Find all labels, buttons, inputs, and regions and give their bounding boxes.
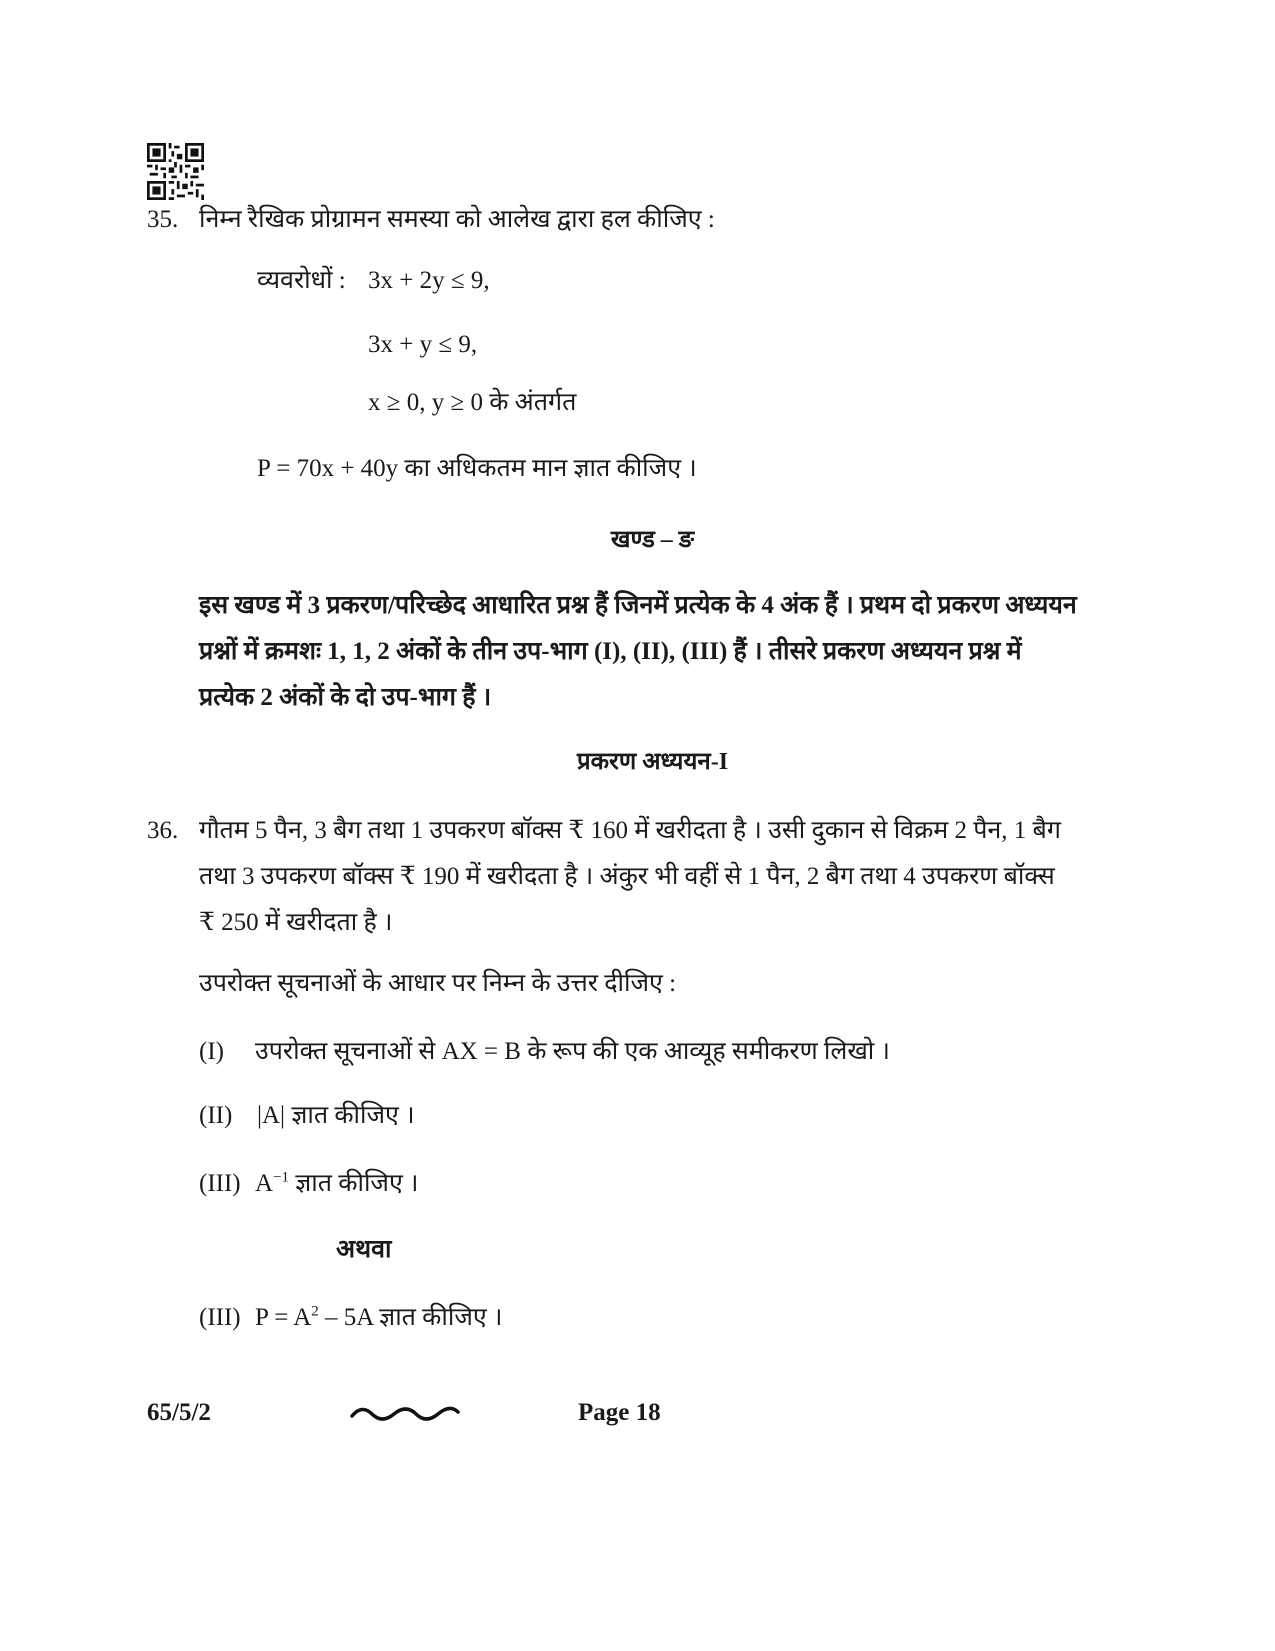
q35-number: 35. — [147, 206, 179, 233]
section-instruction-line-2: प्रश्नों में क्रमशः 1, 1, 2 अंकों के तीन उप-भाग (I), (II), (III) हैं । तीसरे प्रकरण अध्ययन प्रश्न में — [199, 638, 1022, 665]
q36-part-1-text: उपरोक्त सूचनाओं से AX = B के रूप की एक आव्यूह समीकरण लिखो । — [255, 1038, 891, 1065]
q36-part-3-alt-sup: 2 — [311, 1303, 319, 1320]
qr-code-icon — [147, 143, 204, 200]
q36-part-2-label: (II) — [199, 1102, 233, 1129]
page-number: Page 18 — [578, 1399, 661, 1426]
q36-part-3-sup: −1 — [273, 1169, 290, 1186]
q36-part-3-rest: ज्ञात कीजिए । — [289, 1170, 419, 1197]
q36-number: 36. — [147, 817, 179, 844]
q36-part-3-alt-text — [255, 1301, 502, 1335]
q36-part-2-text: |A| ज्ञात कीजिए । — [257, 1102, 415, 1129]
constraints-label: व्यवरोधों : — [257, 267, 346, 294]
constraint-1: 3x + 2y ≤ 9, — [368, 267, 490, 294]
q36-line-2: तथा 3 उपकरण बॉक्स ₹ 190 में खरीदता है । अंकुर भी वहीं से 1 पैन, 2 बैग तथा 4 उपकरण बॉक्स — [199, 863, 1055, 890]
q36-part-3-alt-pre: P = A — [255, 1304, 312, 1331]
or-label: अथवा — [336, 1236, 392, 1263]
wave-ornament-icon — [350, 1402, 460, 1424]
objective-function: P = 70x + 40y का अधिकतम मान ज्ञात कीजिए । — [257, 455, 697, 482]
q36-part-3-alt-post: – 5A ज्ञात कीजिए । — [318, 1304, 503, 1331]
constraint-3: x ≥ 0, y ≥ 0 के अंतर्गत — [368, 389, 577, 416]
section-instruction-line-1: इस खण्ड में 3 प्रकरण/परिच्छेद आधारित प्रश्न हैं जिनमें प्रत्येक के 4 अंक हैं । प्रथम दो प्रकरण अध्ययन — [199, 592, 1077, 619]
section-instruction-line-3: प्रत्येक 2 अंकों के दो उप-भाग हैं । — [199, 684, 492, 711]
q36-part-3-alt-label: (III) — [199, 1304, 241, 1331]
q36-line-1: गौतम 5 पैन, 3 बैग तथा 1 उपकरण बॉक्स ₹ 160 में खरीदता है । उसी दुकान से विक्रम 2 पैन, 1 बैग — [199, 817, 1061, 844]
paper-code: 65/5/2 — [147, 1399, 211, 1426]
q36-prompt: उपरोक्त सूचनाओं के आधार पर निम्न के उत्तर दीजिए : — [199, 970, 677, 997]
q36-part-1-label: (I) — [199, 1038, 224, 1065]
constraint-2: 3x + y ≤ 9, — [368, 331, 478, 358]
q36-part-3-label: (III) — [199, 1170, 241, 1197]
section-title: खण्ड – ङ — [610, 527, 695, 553]
q35-question: निम्न रैखिक प्रोग्रामन समस्या को आलेख द्वारा हल कीजिए : — [199, 206, 715, 233]
case-study-title: प्रकरण अध्ययन-I — [576, 749, 729, 775]
q36-line-3: ₹ 250 में खरीदता है । — [199, 909, 393, 936]
q36-part-3-text — [255, 1167, 419, 1201]
q36-part-3-base: A — [255, 1170, 274, 1197]
